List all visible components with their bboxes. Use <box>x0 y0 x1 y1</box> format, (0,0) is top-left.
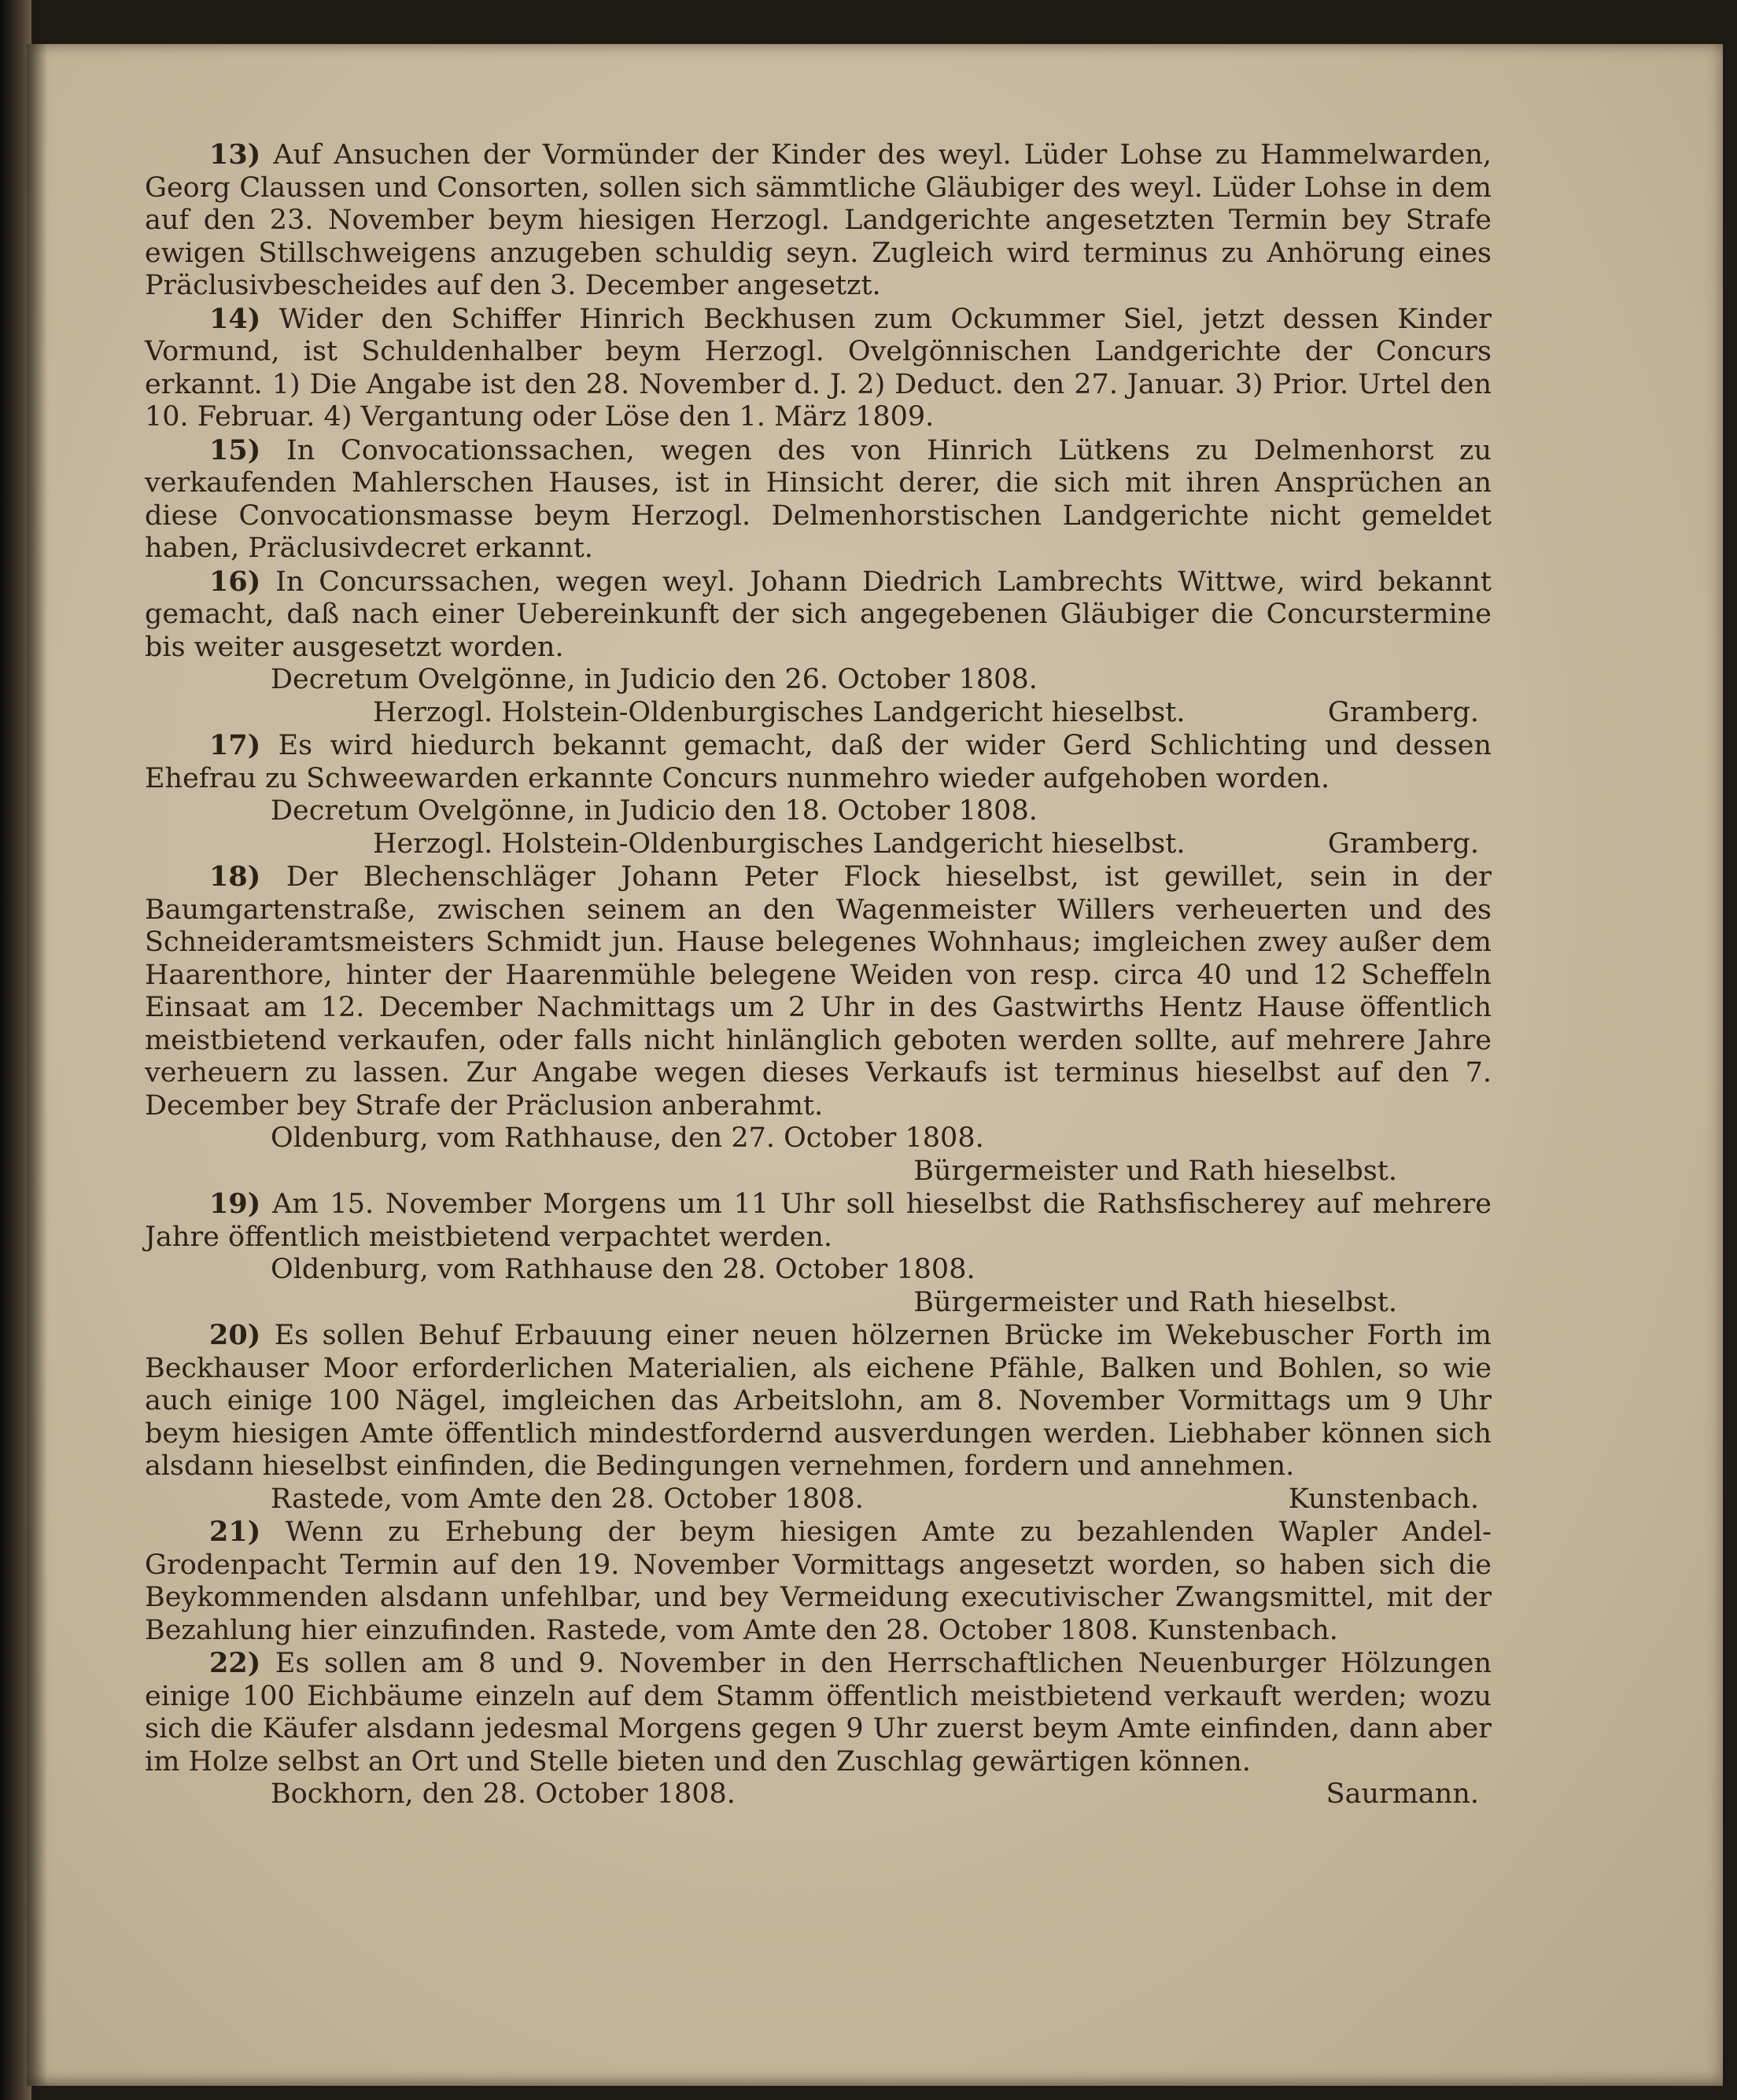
decree-date-line: Decretum Ovelgönne, in Judicio den 18. October 1808. <box>271 795 1038 827</box>
notice-entry-18 <box>145 860 1492 1122</box>
notice-entry-17 <box>145 729 1492 795</box>
notice-entry-16 <box>145 566 1492 665</box>
entry-text: Am 15. November Morgens um 11 Uhr soll hieselbst die Rathsfischerey auf mehrere Jahre öffentlich meistbietend verpachtet werden. <box>145 1188 1492 1253</box>
notice-entry-19 <box>145 1188 1492 1254</box>
entry-number: 22) <box>209 1647 261 1679</box>
entry-number: 17) <box>209 729 261 761</box>
entry-number: 21) <box>209 1516 261 1548</box>
place-signature-row <box>145 1778 1492 1811</box>
notice-entry-20 <box>145 1319 1492 1483</box>
entry-number: 16) <box>209 565 261 598</box>
court-signature-row <box>145 697 1492 730</box>
entry-text: Auf Ansuchen der Vormünder der Kinder des weyl. Lüder Lohse zu Hammelwarden, Georg Claussen und Consorten, sollen sich sämmtliche Gläubiger des weyl. Lüder Lohse in dem auf den 23. November beym hiesigen Herzogl. Landgerichte angesetzten Termin bey Strafe ewigen Stillschweigens anzugeben schuldig seyn. Zugleich wird terminus zu Anhörung eines Präclusivbescheides auf den 3. December angesetzt. <box>145 139 1492 301</box>
entry-text: Wenn zu Erhebung der beym hiesigen Amte zu bezahlenden Wapler Andel-Grodenpacht Termin auf den 19. November Vormittags angesetzt worden, so haben sich die Beykommenden alsdann unfehlbar, und bey Vermeidung executivischer Zwangsmittel, mit der Bezahlung hier einzufinden. <box>145 1516 1492 1646</box>
place-date-line: Rastede, vom Amte den 28. October 1808. <box>545 1614 1139 1646</box>
notice-entry-15 <box>145 434 1492 566</box>
signer-name: Kunstenbach. <box>1288 1483 1479 1515</box>
entry-number: 15) <box>209 433 261 466</box>
entry-text: Es sollen Behuf Erbauung einer neuen hölzernen Brücke im Wekebuscher Forth im Beckhauser Moor erforderlichen Materialien, als eichene Pfähle, Balken und Bohlen, so wie auch einige 100 Nägel, imgleichen das Arbeitslohn, am 8. November Vormittags um 9 Uhr beym hiesigen Amte öffentlich mindestfordernd ausverdungen werden. Liebhaber können sich alsdann hieselbst einfinden, die Bedingungen vernehmen, fordern und annehmen. <box>145 1320 1492 1482</box>
place-signature-row <box>145 1483 1492 1516</box>
court-signature-row <box>145 828 1492 861</box>
entry-text: Es sollen am 8 und 9. November in den Herrschaftlichen Neuenburger Hölzungen einige 100 Eichbäume einzeln auf dem Stamm öffentlich meistbietend verkauft werden; wozu sich die Käufer alsdann jedesmal Morgens gegen 9 Uhr zuerst beym Amte einfinden, dann aber im Holze selbst an Ort und Stelle bieten und den Zuschlag gewärtigen können. <box>145 1648 1492 1778</box>
place-date-line: Bockhorn, den 28. October 1808. <box>271 1778 736 1810</box>
entry-number: 20) <box>209 1319 261 1351</box>
signer-name: Kunstenbach. <box>1147 1614 1338 1646</box>
entry-text: In Concurssachen, wegen weyl. Johann Diedrich Lambrechts Wittwe, wird bekannt gemacht, daß nach einer Uebereinkunft der sich angegebenen Gläubiger die Concurstermine bis weiter ausgesetzt worden. <box>145 566 1492 663</box>
notice-entry-21 <box>145 1516 1492 1647</box>
place-date-line: Rastede, vom Amte den 28. October 1808. <box>271 1483 864 1515</box>
entry-number: 14) <box>209 302 261 335</box>
place-date-line: Oldenburg, vom Rathhause, den 27. October 1808. <box>271 1122 984 1154</box>
decree-date-line: Decretum Ovelgönne, in Judicio den 26. October 1808. <box>271 664 1038 695</box>
notice-entry-22 <box>145 1647 1492 1778</box>
entry-text: Wider den Schiffer Hinrich Beckhusen zum Ockummer Siel, jetzt dessen Kinder Vormund, ist Schuldenhalber beym Herzogl. Ovelgönnischen Landgerichte der Concurs erkannt. 1) Die Angabe ist den 28. November d. J. 2) Deduct. den 27. Januar. 3) Prior. Urtel den 10. Februar. 4) Vergantung oder Löse den 1. März 1809. <box>145 303 1492 433</box>
signer-name: Gramberg. <box>1327 696 1479 728</box>
entry-number: 13) <box>209 138 261 171</box>
place-date-line: Oldenburg, vom Rathhause den 28. October 1808. <box>271 1254 975 1285</box>
signer-name: Bürgermeister und Rath hieselbst. <box>913 1286 1397 1318</box>
notice-text-column <box>145 138 1492 1811</box>
entry-text: Es wird hiedurch bekannt gemacht, daß der wider Gerd Schlichting und dessen Ehefrau zu Schweewarden erkannte Concurs nunmehro wieder aufgehoben worden. <box>145 730 1492 794</box>
notice-entry-14 <box>145 303 1492 434</box>
signer-name: Saurmann. <box>1326 1778 1479 1810</box>
court-name: Herzogl. Holstein-Oldenburgisches Landgericht hieselbst. <box>373 827 1186 860</box>
entry-number: 18) <box>209 860 261 893</box>
entry-text: Der Blechenschläger Johann Peter Flock hieselbst, ist gewillet, sein in der Baumgartenstraße, zwischen seinem an den Wagenmeister Willers verheuerten und des Schneideramtsmeisters Schmidt jun. Hause belegenes Wohnhaus; imgleichen zwey außer dem Haarenthore, hinter der Haarenmühle belegene Weiden von resp. circa 40 und 12 Scheffeln Einsaat am 12. December Nachmittags um 2 Uhr in des Gastwirths Hentz Hause öffentlich meistbietend verkaufen, oder falls nicht hinlänglich geboten werden sollte, auf mehrere Jahre verheuern zu lassen. Zur Angabe wegen dieses Verkaufs ist terminus hieselbst auf den 7. December bey Strafe der Präclusion anberahmt. <box>145 861 1492 1122</box>
entry-number: 19) <box>209 1188 261 1220</box>
document-page <box>27 44 1723 2086</box>
signer-name: Bürgermeister und Rath hieselbst. <box>913 1155 1397 1187</box>
notice-entry-13 <box>145 138 1492 303</box>
court-name: Herzogl. Holstein-Oldenburgisches Landgericht hieselbst. <box>373 696 1186 728</box>
entry-text: In Convocationssachen, wegen des von Hinrich Lütkens zu Delmenhorst zu verkaufenden Mahlerschen Hauses, ist in Hinsicht derer, die sich mit ihren Ansprüchen an diese Convocationsmasse beym Herzogl. Delmenhorstischen Landgerichte nicht gemeldet haben, Präclusivdecret erkannt. <box>145 434 1492 564</box>
signer-name: Gramberg. <box>1327 827 1479 860</box>
